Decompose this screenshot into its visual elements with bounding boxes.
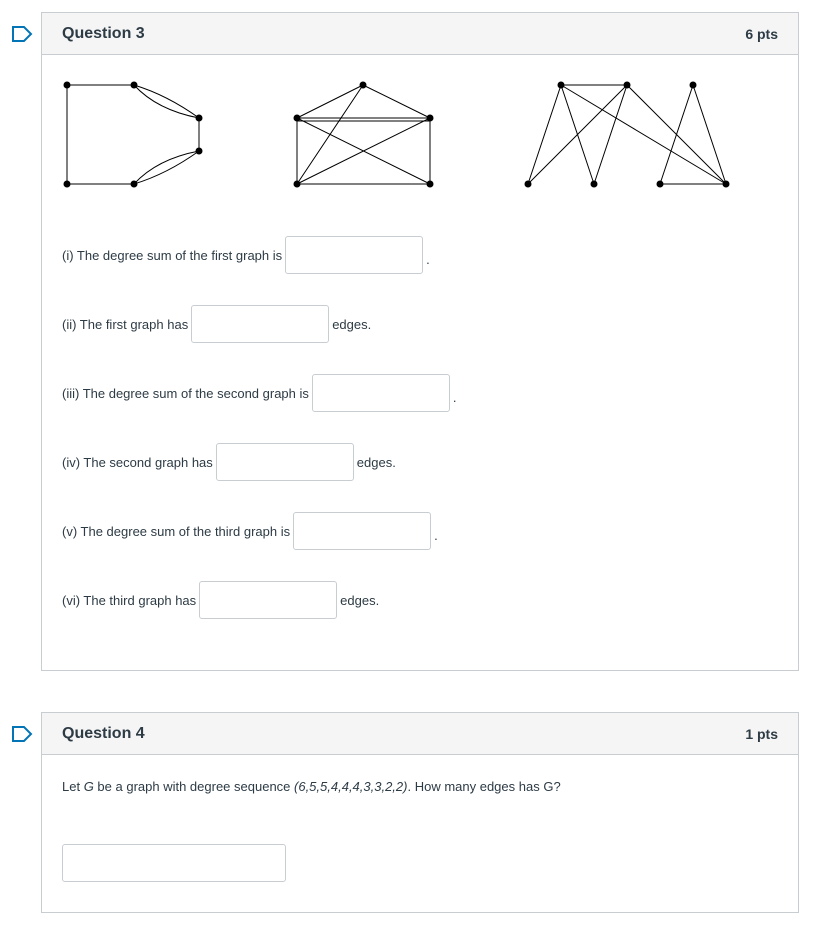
degree-sequence: (6,5,5,4,4,4,3,3,2,2) [294, 779, 408, 794]
question-4 [41, 712, 799, 913]
answer-input-i[interactable] [285, 236, 423, 274]
flag-question-icon[interactable] [11, 725, 33, 743]
part-ii [62, 305, 371, 343]
part-v [62, 512, 438, 550]
part-label: (iii) The degree sum of the second graph is [62, 385, 309, 401]
question-points: 1 pts [745, 725, 778, 742]
part-label: (ii) The first graph has [62, 316, 189, 332]
part-suffix: . [434, 527, 438, 543]
graph-3 [528, 85, 726, 184]
answer-input-vi[interactable] [199, 581, 337, 619]
graph-1 [67, 85, 199, 184]
graph-3-vertices [525, 82, 730, 188]
answer-input-iv[interactable] [216, 443, 354, 481]
answer-input-v[interactable] [293, 512, 431, 550]
answer-input-ii[interactable] [191, 305, 329, 343]
question-text-part: . How many edges has G? [407, 779, 561, 794]
part-iv [62, 443, 396, 481]
flag-question-icon[interactable] [11, 25, 33, 43]
part-iii [62, 374, 457, 412]
graphs-figure [42, 55, 798, 205]
part-suffix: edges. [356, 454, 396, 470]
question-text-part: Let [62, 779, 84, 794]
question-body [42, 55, 798, 671]
question-text-part: be a graph with degree sequence [93, 779, 295, 794]
question-text [62, 779, 561, 794]
question-body [42, 755, 798, 913]
part-label: (v) The degree sum of the third graph is [62, 523, 291, 539]
graph-2-vertices [294, 82, 434, 188]
part-label: (vi) The third graph has [62, 592, 197, 608]
question-header [42, 713, 798, 755]
part-suffix: . [426, 251, 430, 267]
part-i [62, 236, 430, 274]
answer-input-iii[interactable] [312, 374, 450, 412]
part-suffix: . [452, 389, 457, 405]
question-points: 6 pts [745, 25, 778, 42]
part-label: (i) The degree sum of the first graph is [62, 247, 283, 263]
question-title: Question 3 [62, 24, 145, 42]
part-vi [62, 581, 379, 619]
variable-g: G [83, 779, 94, 794]
graph-2 [297, 85, 430, 184]
part-suffix: edges. [332, 316, 372, 332]
answer-input-q4[interactable] [62, 844, 286, 882]
graph-1-vertices [64, 82, 203, 188]
question-title: Question 4 [62, 724, 145, 742]
part-suffix: edges. [340, 592, 380, 608]
question-header [42, 13, 798, 55]
question-3 [41, 12, 799, 671]
part-label: (iv) The second graph has [62, 454, 213, 470]
